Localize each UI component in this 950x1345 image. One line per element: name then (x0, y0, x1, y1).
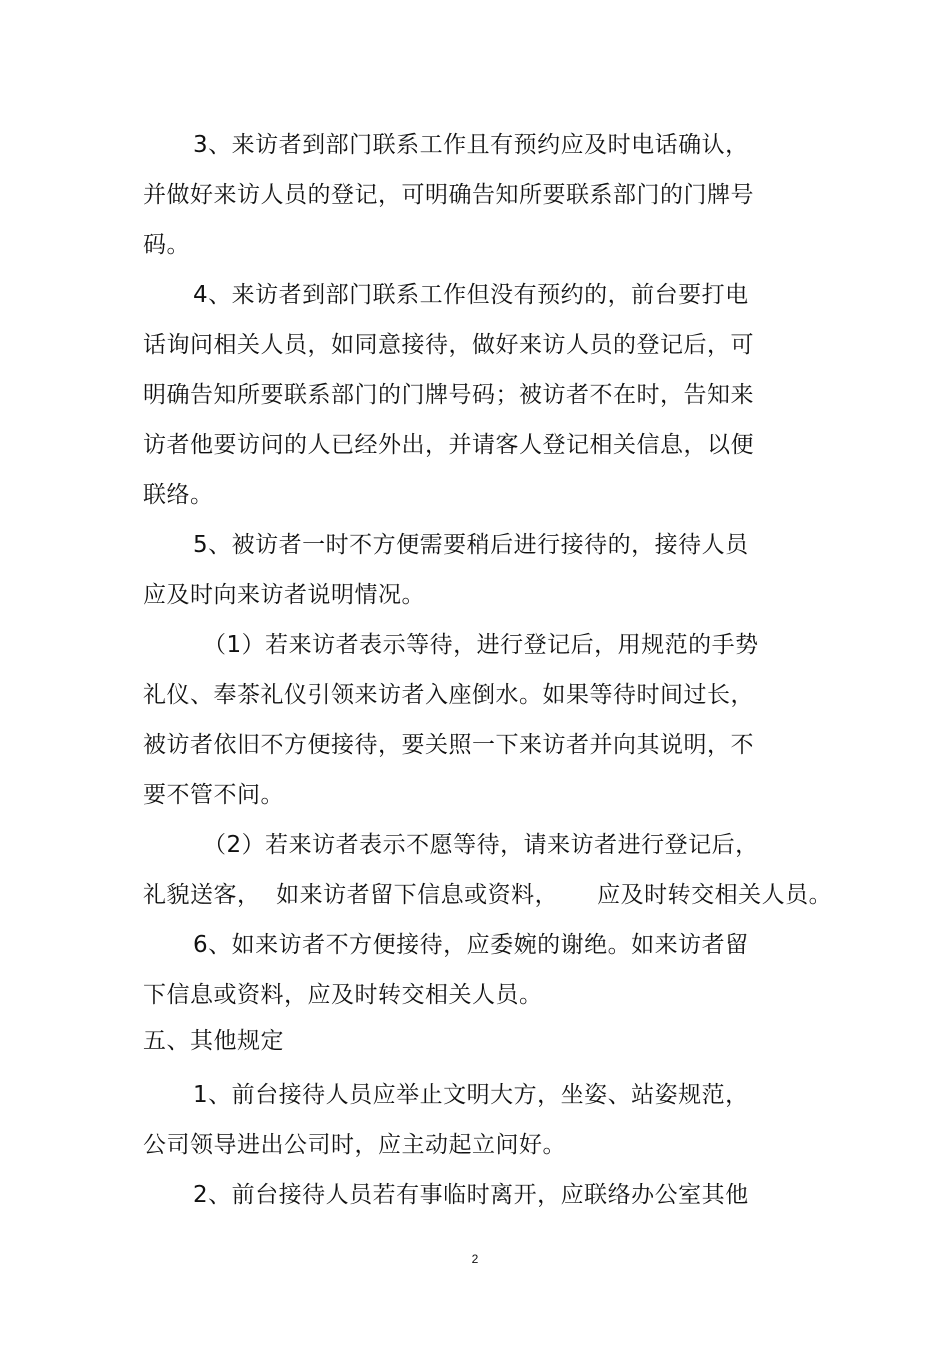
paragraph-line: （2）若来访者表示不愿等待，请来访者进行登记后， (203, 832, 759, 858)
paragraph-line: 要不管不问。 (143, 782, 284, 808)
paragraph-line: 并做好来访人员的登记，可明确告知所要联系部门的门牌号 (143, 182, 754, 208)
section-heading: 五、其他规定 (143, 1028, 284, 1054)
paragraph-line: （1）若来访者表示等待，进行登记后，用规范的手势 (203, 632, 759, 658)
paragraph-line: 4、来访者到部门联系工作但没有预约的，前台要打电 (193, 282, 749, 308)
paragraph-line: 2、前台接待人员若有事临时离开，应联络办公室其他 (193, 1182, 749, 1208)
paragraph-line: 话询问相关人员，如同意接待，做好来访人员的登记后，可 (143, 332, 754, 358)
paragraph-line: 3、来访者到部门联系工作且有预约应及时电话确认， (193, 132, 749, 158)
paragraph-line: 礼貌送客， 如来访者留下信息或资料， 应及时转交相关人员。 (143, 882, 833, 908)
paragraph-line: 被访者依旧不方便接待，要关照一下来访者并向其说明，不 (143, 732, 754, 758)
page-number: 2 (471, 1252, 479, 1266)
paragraph-line: 访者他要访问的人已经外出，并请客人登记相关信息，以便 (143, 432, 754, 458)
paragraph-line: 联络。 (143, 482, 214, 508)
paragraph-line: 应及时向来访者说明情况。 (143, 582, 425, 608)
paragraph-line: 6、如来访者不方便接待，应委婉的谢绝。如来访者留 (193, 932, 749, 958)
paragraph-line: 公司领导进出公司时，应主动起立问好。 (143, 1132, 566, 1158)
paragraph-line: 5、被访者一时不方便需要稍后进行接待的，接待人员 (193, 532, 749, 558)
paragraph-line: 礼仪、奉茶礼仪引领来访者入座倒水。如果等待时间过长， (143, 682, 754, 708)
paragraph-line: 明确告知所要联系部门的门牌号码；被访者不在时，告知来 (143, 382, 754, 408)
paragraph-line: 1、前台接待人员应举止文明大方，坐姿、站姿规范， (193, 1082, 749, 1108)
paragraph-line: 下信息或资料，应及时转交相关人员。 (143, 982, 543, 1008)
paragraph-line: 码。 (143, 232, 190, 258)
